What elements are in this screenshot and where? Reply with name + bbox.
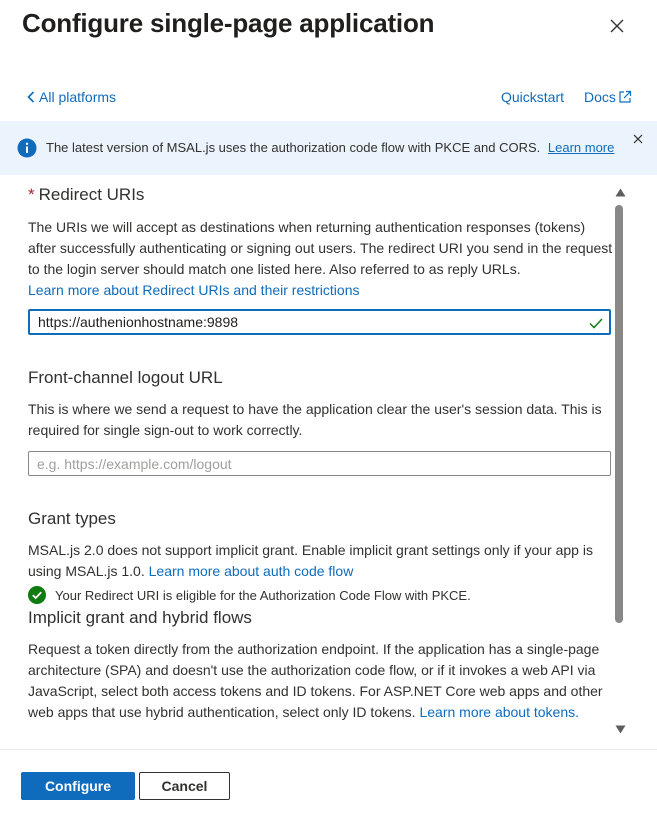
- success-check-icon: [28, 586, 46, 604]
- redirect-uris-text: The URIs we will accept as destinations when returning authentication responses (tokens) after successfully authenticating or signing out users. The redirect URI you send in the request to the login server should match one listed here. Also referred to as reply URLs.: [28, 219, 613, 277]
- info-message: [46, 140, 614, 155]
- info-banner: [0, 121, 657, 175]
- docs-link[interactable]: [584, 89, 632, 105]
- all-platforms-label: All platforms: [39, 89, 117, 105]
- vertical-scrollbar[interactable]: [612, 186, 628, 740]
- valid-checkmark-icon: [588, 315, 604, 331]
- logout-url-heading: Front-channel logout URL: [28, 368, 223, 387]
- footer-divider: [0, 749, 657, 750]
- required-marker: *: [28, 185, 35, 204]
- grant-types-heading: Grant types: [28, 509, 116, 528]
- redirect-uri-input[interactable]: [28, 309, 611, 335]
- close-button[interactable]: [604, 13, 630, 39]
- scroll-up-arrow-icon[interactable]: [615, 188, 626, 197]
- grant-types-description: [28, 540, 613, 582]
- nav-row: [0, 86, 657, 110]
- pkce-eligible-status: [28, 586, 471, 604]
- implicit-grant-description: [28, 639, 613, 723]
- redirect-uris-description: [28, 217, 613, 301]
- info-learn-more-link[interactable]: Learn more: [547, 140, 615, 155]
- pkce-eligible-text: Your Redirect URI is eligible for the Authorization Code Flow with PKCE.: [55, 587, 471, 603]
- info-icon: [17, 138, 37, 158]
- configure-button[interactable]: Configure: [21, 772, 135, 800]
- auth-code-flow-link[interactable]: Learn more about auth code flow: [148, 563, 354, 579]
- dismiss-banner-button[interactable]: [630, 131, 646, 147]
- implicit-grant-text: Request a token directly from the authorization endpoint. If the application has a single-page architecture (SPA) and doesn't use the authorization code flow, or if it invokes a web API via JavaScript, select both access tokens and ID tokens. For ASP.NET Core web apps and other web apps that use hybrid authentication, select only ID tokens.: [28, 641, 603, 720]
- cancel-button[interactable]: Cancel: [139, 772, 230, 800]
- redirect-uris-learn-more-link[interactable]: Learn more about Redirect URIs and their restrictions: [28, 282, 360, 298]
- redirect-uris-title: Redirect URIs: [38, 185, 145, 204]
- all-platforms-link[interactable]: [27, 89, 116, 105]
- chevron-left-icon: [27, 91, 35, 103]
- grant-types-text: MSAL.js 2.0 does not support implicit grant. Enable implicit grant settings only if your app is using MSAL.js 1.0.: [28, 542, 593, 579]
- docs-label: Docs: [584, 89, 616, 105]
- close-icon: [633, 134, 643, 144]
- scrollable-content: [28, 180, 613, 740]
- scroll-down-arrow-icon[interactable]: [615, 725, 626, 734]
- external-link-icon: [618, 90, 632, 104]
- implicit-grant-heading: Implicit grant and hybrid flows: [28, 608, 252, 627]
- tokens-learn-more-link[interactable]: Learn more about tokens.: [419, 704, 580, 720]
- logout-url-description: This is where we send a request to have the application clear the user's session data. This is required for single sign-out to work correctly.: [28, 401, 602, 438]
- logout-url-input[interactable]: [28, 451, 611, 476]
- redirect-uris-heading: [28, 185, 144, 205]
- quickstart-link[interactable]: Quickstart: [501, 89, 565, 105]
- info-text: The latest version of MSAL.js uses the authorization code flow with PKCE and CORS.: [46, 140, 541, 155]
- scrollbar-thumb[interactable]: [615, 205, 623, 623]
- panel-title: Configure single-page application: [22, 8, 435, 38]
- close-icon: [610, 19, 624, 33]
